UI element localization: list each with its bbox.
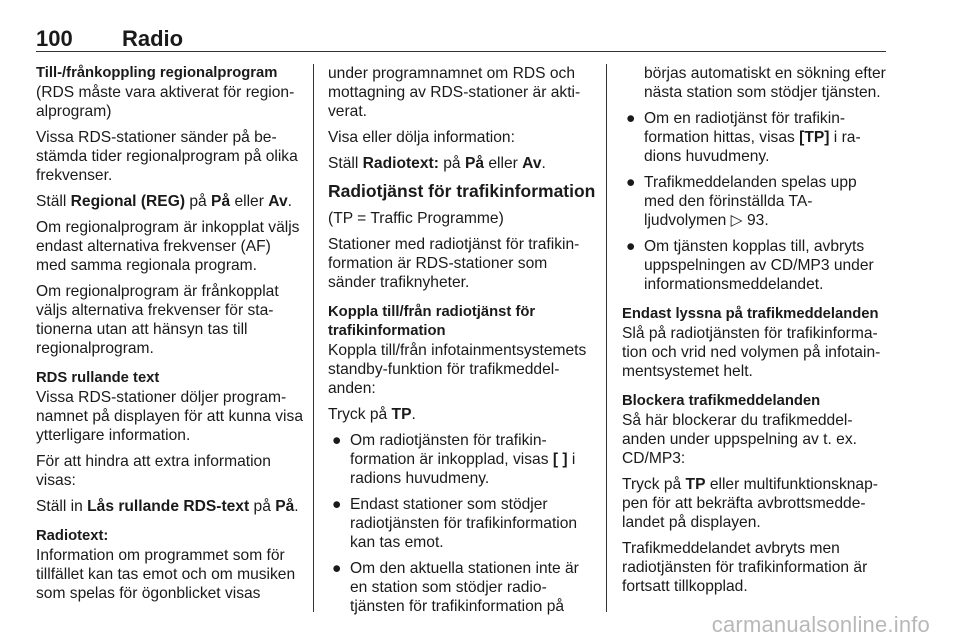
bullet-icon: ●: [626, 174, 636, 191]
paragraph: under programnamnet om RDS och mottagning av RDS-stationer är aktiverat.: [328, 65, 581, 120]
list-item: ● Om den aktuella stationen inte är en station som stödjer radiotjänsten för trafikinformation på: [332, 560, 579, 615]
tp-key: TP: [391, 406, 412, 423]
column-3: [622, 64, 890, 603]
paragraph: Så här blockerar du trafikmeddelanden under uppspelning av t. ex. CD/MP3:: [622, 412, 857, 467]
paragraph: Trafikmeddelandet avbryts men radiotjänsten för trafikinformation är fortsatt tillkopplad.: [622, 540, 868, 595]
list-item: ● Endast stationer som stödjer radiotjänsten för trafikinformation kan tas emot.: [332, 496, 578, 551]
paragraph: För att hindra att extra information visas:: [36, 453, 271, 489]
list-item: ● Om radiotjänsten för trafikinformation är inkopplad, visas [ ] i radions huvudmeny.: [332, 432, 576, 487]
heading-listen-only: Endast lyssna på trafikmeddelanden: [622, 306, 879, 322]
tp-instruction: Tryck på TP.: [328, 406, 416, 423]
paragraph: Visa eller dölja information:: [328, 129, 515, 146]
page-reference: ▷ 93.: [730, 212, 769, 229]
list-item-continued: börjas automatiskt en sökning efter nästa station som stödjer tjänsten.: [644, 65, 886, 101]
list-item: ● Om en radiotjänst för trafikinformation hittas, visas [TP] i radions huvudmeny.: [626, 110, 861, 165]
heading-block-traffic: Blockera trafikmeddelanden: [622, 393, 821, 409]
heading-toggle-traffic: Koppla till/från radiotjänst för trafikinformation: [328, 304, 536, 339]
column-divider-2: [606, 64, 607, 612]
setting-name: Radiotext:: [362, 155, 439, 172]
paragraph: Vissa RDS-stationer döljer programnamnet på displayen för att kunna visa ytterligare information.: [36, 389, 303, 444]
tp-key: TP: [685, 476, 706, 493]
setting-name: Lås rullande RDS-text: [87, 498, 250, 515]
section-title: Radio: [122, 26, 184, 51]
bullet-icon: ●: [332, 432, 342, 449]
paragraph: Om regionalprogram är frånkopplat väljs alternativa frekvenser för stationerna utan att hänsyn tas till regionalprogram.: [36, 283, 279, 357]
paragraph: Koppla till/från infotainmentsystemets standby-funktion för trafikmeddelanden:: [328, 342, 587, 397]
paragraph: Om regionalprogram är inkopplat väljs endast alternativa frekvenser (AF) med samma regionala program.: [36, 219, 300, 274]
heading-regional: Till-/frånkoppling regionalprogram: [36, 65, 278, 81]
bullet-list: [622, 64, 890, 294]
setting-instruction: Ställ Radiotext: på På eller Av.: [328, 155, 546, 172]
paragraph: (RDS måste vara aktiverat för regionalprogram): [36, 84, 295, 120]
column-2: [328, 64, 596, 623]
list-item: ● Trafikmeddelanden spelas upp med den förinställda TA-ljudvolymen ▷ 93.: [626, 174, 857, 229]
setting-name: Regional (REG): [70, 193, 186, 210]
paragraph: (TP = Traffic Programme): [328, 210, 504, 227]
setting-instruction: Ställ in Lås rullande RDS-text på På.: [36, 498, 299, 515]
paragraph: Information om programmet som för tillfället kan tas emot och om musiken som spelas för ögonblicket visas: [36, 547, 296, 602]
bullet-icon: ●: [626, 110, 636, 127]
bullet-icon: ●: [332, 560, 342, 577]
paragraph: Slå på radiotjänsten för trafikinformation och vrid ned volymen på infotainmentsystemet helt.: [622, 325, 881, 380]
column-divider-1: [313, 64, 314, 612]
watermark: carmanualsonline.info: [711, 612, 930, 637]
paragraph: Vissa RDS-stationer sänder på bestämda tider regionalprogram på olika frekvenser.: [36, 129, 298, 184]
page-header: [36, 26, 886, 52]
paragraph: Stationer med radiotjänst för trafikinformation är RDS-stationer som sänder trafiknyheter.: [328, 236, 580, 291]
bullet-icon: ●: [332, 496, 342, 513]
bullet-list: [328, 431, 596, 616]
heading-traffic-service: Radiotjänst för trafikinformation: [328, 181, 596, 201]
list-item: ● Om tjänsten kopplas till, avbryts uppspelningen av CD/MP3 under informationsmeddelandet.: [626, 238, 874, 293]
bullet-icon: ●: [626, 238, 636, 255]
setting-instruction: Ställ Regional (REG) på På eller Av.: [36, 193, 292, 210]
tp-instruction: Tryck på TP eller multifunktionsknappen för att bekräfta avbrottsmeddelandet på displayen.: [622, 476, 878, 531]
column-1: [36, 64, 304, 610]
header-divider: [36, 51, 886, 52]
heading-rds-text: RDS rullande text: [36, 370, 160, 386]
heading-radiotext: Radiotext:: [36, 528, 109, 544]
page-number: 100: [36, 26, 73, 51]
